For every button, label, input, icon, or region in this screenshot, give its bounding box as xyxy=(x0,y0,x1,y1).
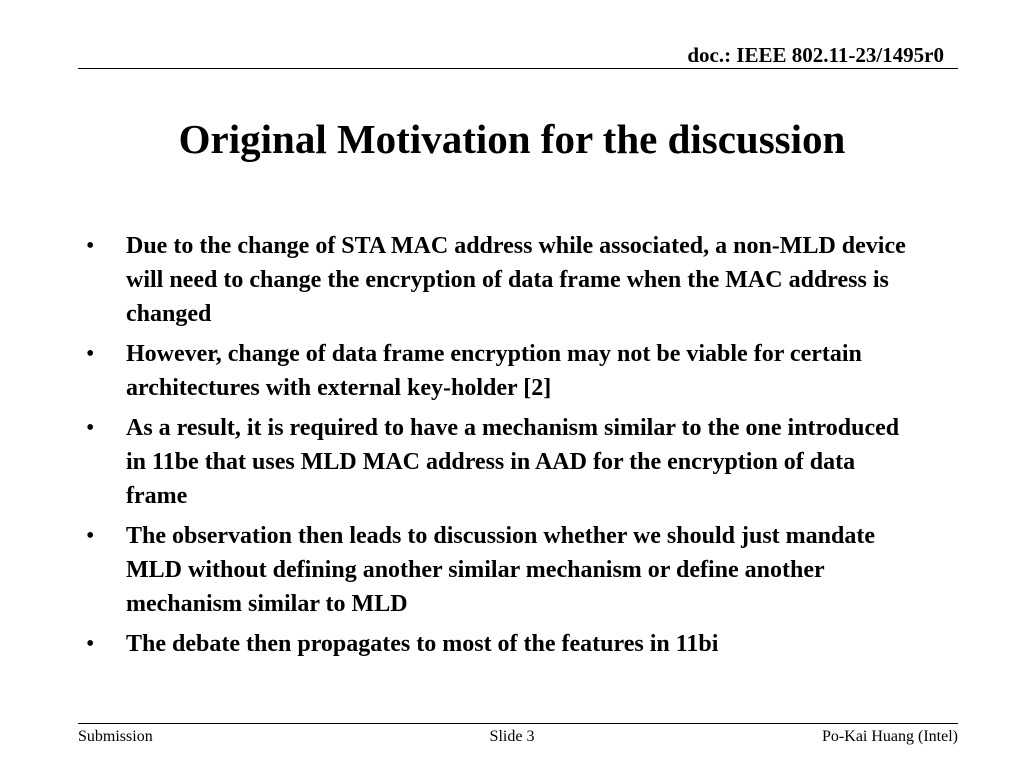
document-id: doc.: IEEE 802.11-23/1495r0 xyxy=(687,43,944,67)
bullet-icon: • xyxy=(86,523,95,549)
bullet-icon: • xyxy=(86,341,95,367)
footer-submission: Submission xyxy=(78,728,153,745)
header-divider xyxy=(78,68,958,69)
slide-title: Original Motivation for the discussion xyxy=(178,116,846,162)
bullet-text: As a result, it is required to have a mechanism similar to the one introduced in 11be that uses MLD MAC address in AAD for the encryption of data frame xyxy=(126,415,900,509)
footer-slide-number: Slide 3 xyxy=(489,728,535,745)
bullet-list xyxy=(86,229,916,667)
bullet-item xyxy=(86,229,916,331)
bullet-item xyxy=(86,411,916,513)
bullet-text: The debate then propagates to most of the features in 11bi xyxy=(126,631,719,657)
bullet-text: The observation then leads to discussion whether we should just mandate MLD without defining another similar mechanism or define another mechanism similar to MLD xyxy=(126,523,875,617)
bullet-text: However, change of data frame encryption may not be viable for certain architectures with external key-holder [2] xyxy=(126,341,862,401)
bullet-icon: • xyxy=(86,415,95,441)
bullet-item xyxy=(86,519,916,621)
bullet-item xyxy=(86,337,916,405)
footer-author: Po-Kai Huang (Intel) xyxy=(822,728,958,745)
bullet-item xyxy=(86,627,916,661)
bullet-icon: • xyxy=(86,233,95,259)
bullet-text: Due to the change of STA MAC address while associated, a non-MLD device will need to change the encryption of data frame when the MAC address is changed xyxy=(126,233,906,327)
bullet-icon: • xyxy=(86,631,95,657)
footer-divider xyxy=(78,723,958,724)
